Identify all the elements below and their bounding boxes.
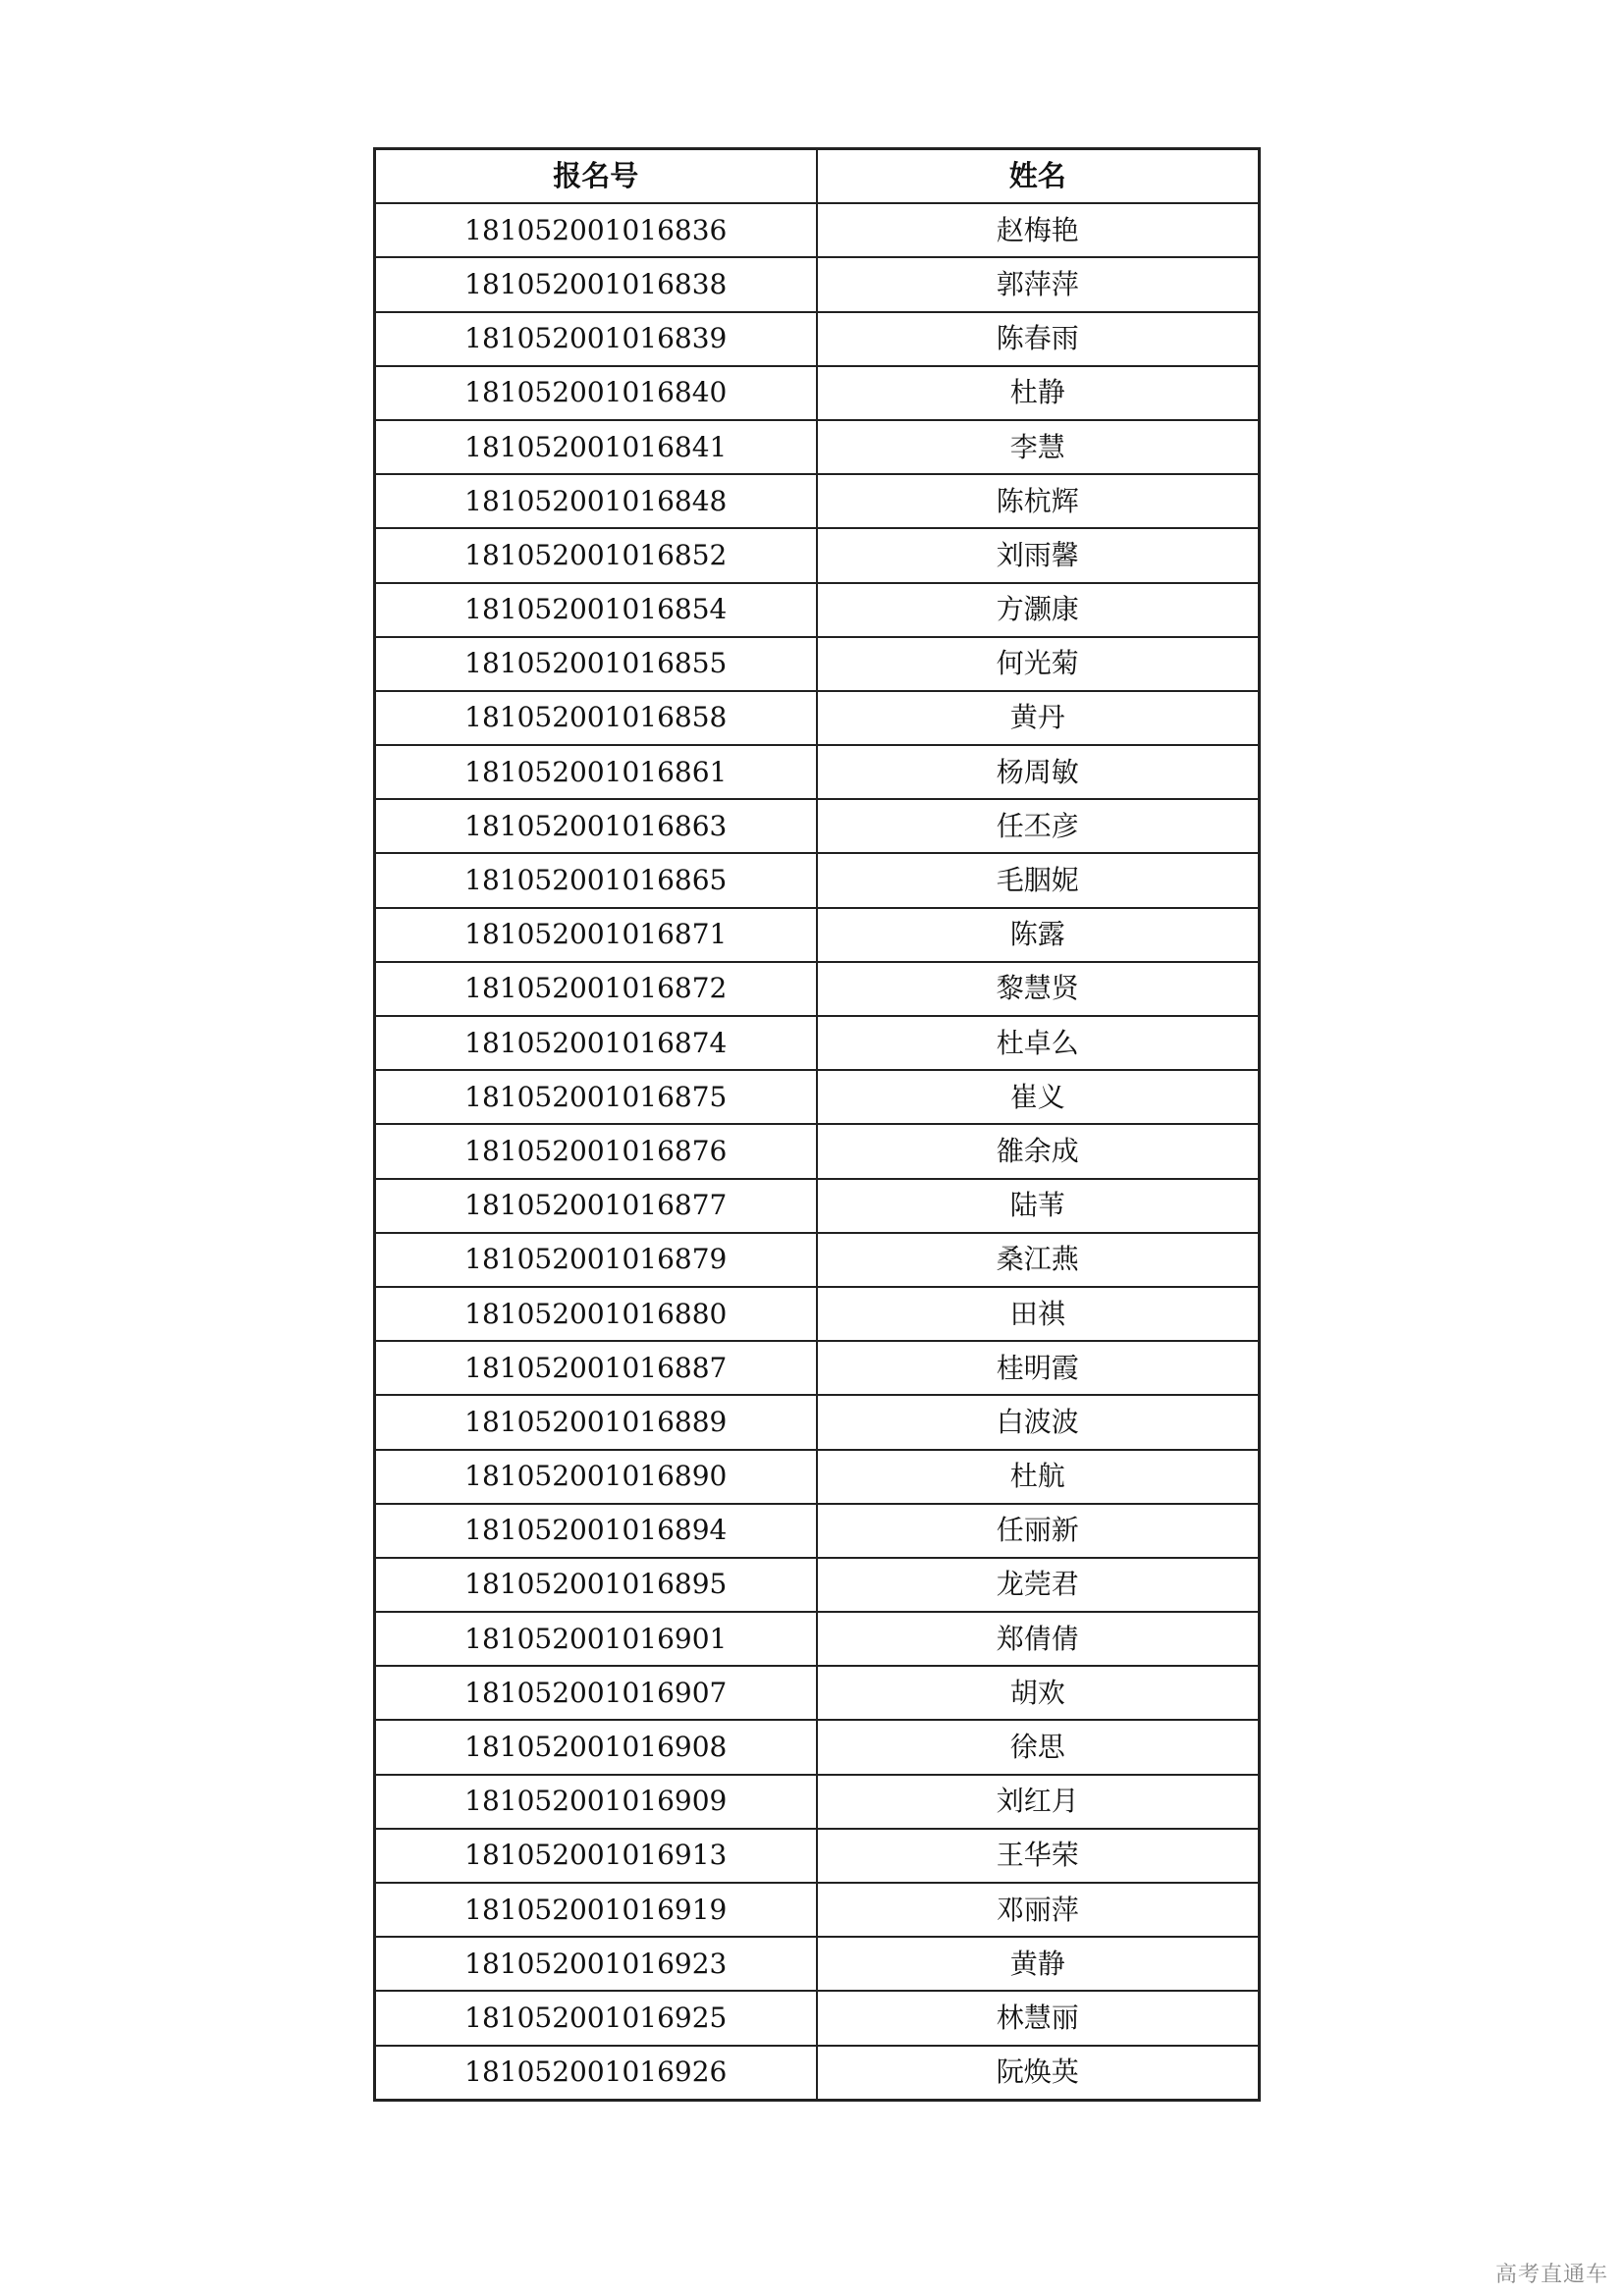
table-row <box>375 528 1260 582</box>
table-row <box>375 1991 1260 2045</box>
name-cell: 阮焕英 <box>817 2046 1260 2101</box>
table-row <box>375 1829 1260 1883</box>
table-row <box>375 962 1260 1016</box>
name-cell: 郭萍萍 <box>817 257 1260 311</box>
registration-number-cell: 181052001016894 <box>375 1504 817 1558</box>
name-cell: 黄静 <box>817 1937 1260 1991</box>
table-row <box>375 908 1260 962</box>
registration-number-cell: 181052001016872 <box>375 962 817 1016</box>
table-row <box>375 1558 1260 1612</box>
watermark-text: 高考直通车 <box>1494 2263 1608 2287</box>
table-row <box>375 1883 1260 1937</box>
name-cell: 陈露 <box>817 908 1260 962</box>
name-cell: 桑江燕 <box>817 1233 1260 1287</box>
registration-number-cell: 181052001016919 <box>375 1883 817 1937</box>
name-cell: 林慧丽 <box>817 1991 1260 2045</box>
table-row <box>375 203 1260 257</box>
registration-number-cell: 181052001016907 <box>375 1666 817 1720</box>
name-cell: 赵梅艳 <box>817 203 1260 257</box>
registration-number-cell: 181052001016858 <box>375 691 817 745</box>
registration-number-cell: 181052001016880 <box>375 1287 817 1341</box>
name-cell: 陈杭辉 <box>817 474 1260 528</box>
registration-number-cell: 181052001016895 <box>375 1558 817 1612</box>
roster-table <box>373 147 1261 2102</box>
registration-number-cell: 181052001016877 <box>375 1179 817 1233</box>
registration-number-cell: 181052001016861 <box>375 745 817 799</box>
registration-number-cell: 181052001016865 <box>375 853 817 907</box>
table-row <box>375 1612 1260 1666</box>
table-row <box>375 637 1260 691</box>
table-row <box>375 583 1260 637</box>
table-row <box>375 1504 1260 1558</box>
registration-number-cell: 181052001016875 <box>375 1070 817 1124</box>
name-cell: 田祺 <box>817 1287 1260 1341</box>
registration-number-cell: 181052001016876 <box>375 1124 817 1178</box>
registration-number-cell: 181052001016836 <box>375 203 817 257</box>
table-header-row <box>375 149 1260 204</box>
name-cell: 徐思 <box>817 1720 1260 1774</box>
table-row <box>375 1070 1260 1124</box>
name-cell: 黎慧贤 <box>817 962 1260 1016</box>
table-row <box>375 2046 1260 2101</box>
table-row <box>375 312 1260 366</box>
registration-number-cell: 181052001016890 <box>375 1450 817 1504</box>
table-row <box>375 691 1260 745</box>
table-row <box>375 799 1260 853</box>
name-cell: 何光菊 <box>817 637 1260 691</box>
registration-number-cell: 181052001016838 <box>375 257 817 311</box>
column-header-registration-number: 报名号 <box>375 149 817 204</box>
table-row <box>375 745 1260 799</box>
roster-table-container <box>373 147 1258 2102</box>
name-cell: 邓丽萍 <box>817 1883 1260 1937</box>
name-cell: 桂明霞 <box>817 1341 1260 1395</box>
name-cell: 崔义 <box>817 1070 1260 1124</box>
name-cell: 胡欢 <box>817 1666 1260 1720</box>
name-cell: 任丕彦 <box>817 799 1260 853</box>
table-row <box>375 1124 1260 1178</box>
table-row <box>375 1341 1260 1395</box>
name-cell: 毛胭妮 <box>817 853 1260 907</box>
table-row <box>375 257 1260 311</box>
name-cell: 郑倩倩 <box>817 1612 1260 1666</box>
table-row <box>375 366 1260 420</box>
name-cell: 白波波 <box>817 1395 1260 1449</box>
name-cell: 杨周敏 <box>817 745 1260 799</box>
registration-number-cell: 181052001016863 <box>375 799 817 853</box>
table-row <box>375 1016 1260 1070</box>
column-header-name: 姓名 <box>817 149 1260 204</box>
table-row <box>375 1233 1260 1287</box>
registration-number-cell: 181052001016925 <box>375 1991 817 2045</box>
name-cell: 杜静 <box>817 366 1260 420</box>
name-cell: 刘红月 <box>817 1775 1260 1829</box>
registration-number-cell: 181052001016871 <box>375 908 817 962</box>
table-row <box>375 1287 1260 1341</box>
name-cell: 任丽新 <box>817 1504 1260 1558</box>
registration-number-cell: 181052001016879 <box>375 1233 817 1287</box>
table-row <box>375 474 1260 528</box>
name-cell: 杜航 <box>817 1450 1260 1504</box>
table-row <box>375 1666 1260 1720</box>
registration-number-cell: 181052001016926 <box>375 2046 817 2101</box>
name-cell: 陈春雨 <box>817 312 1260 366</box>
registration-number-cell: 181052001016840 <box>375 366 817 420</box>
table-row <box>375 1937 1260 1991</box>
roster-table-body <box>375 203 1260 2100</box>
registration-number-cell: 181052001016913 <box>375 1829 817 1883</box>
table-row <box>375 1775 1260 1829</box>
table-row <box>375 1395 1260 1449</box>
name-cell: 黄丹 <box>817 691 1260 745</box>
registration-number-cell: 181052001016889 <box>375 1395 817 1449</box>
table-row <box>375 1720 1260 1774</box>
registration-number-cell: 181052001016839 <box>375 312 817 366</box>
registration-number-cell: 181052001016841 <box>375 420 817 474</box>
table-row <box>375 1179 1260 1233</box>
name-cell: 杜卓么 <box>817 1016 1260 1070</box>
registration-number-cell: 181052001016848 <box>375 474 817 528</box>
name-cell: 雒余成 <box>817 1124 1260 1178</box>
table-row <box>375 1450 1260 1504</box>
table-row <box>375 420 1260 474</box>
name-cell: 陆苇 <box>817 1179 1260 1233</box>
name-cell: 刘雨馨 <box>817 528 1260 582</box>
registration-number-cell: 181052001016909 <box>375 1775 817 1829</box>
registration-number-cell: 181052001016887 <box>375 1341 817 1395</box>
name-cell: 龙莞君 <box>817 1558 1260 1612</box>
registration-number-cell: 181052001016854 <box>375 583 817 637</box>
registration-number-cell: 181052001016874 <box>375 1016 817 1070</box>
name-cell: 王华荣 <box>817 1829 1260 1883</box>
table-row <box>375 853 1260 907</box>
name-cell: 李慧 <box>817 420 1260 474</box>
registration-number-cell: 181052001016901 <box>375 1612 817 1666</box>
name-cell: 方灏康 <box>817 583 1260 637</box>
registration-number-cell: 181052001016852 <box>375 528 817 582</box>
registration-number-cell: 181052001016908 <box>375 1720 817 1774</box>
registration-number-cell: 181052001016923 <box>375 1937 817 1991</box>
registration-number-cell: 181052001016855 <box>375 637 817 691</box>
